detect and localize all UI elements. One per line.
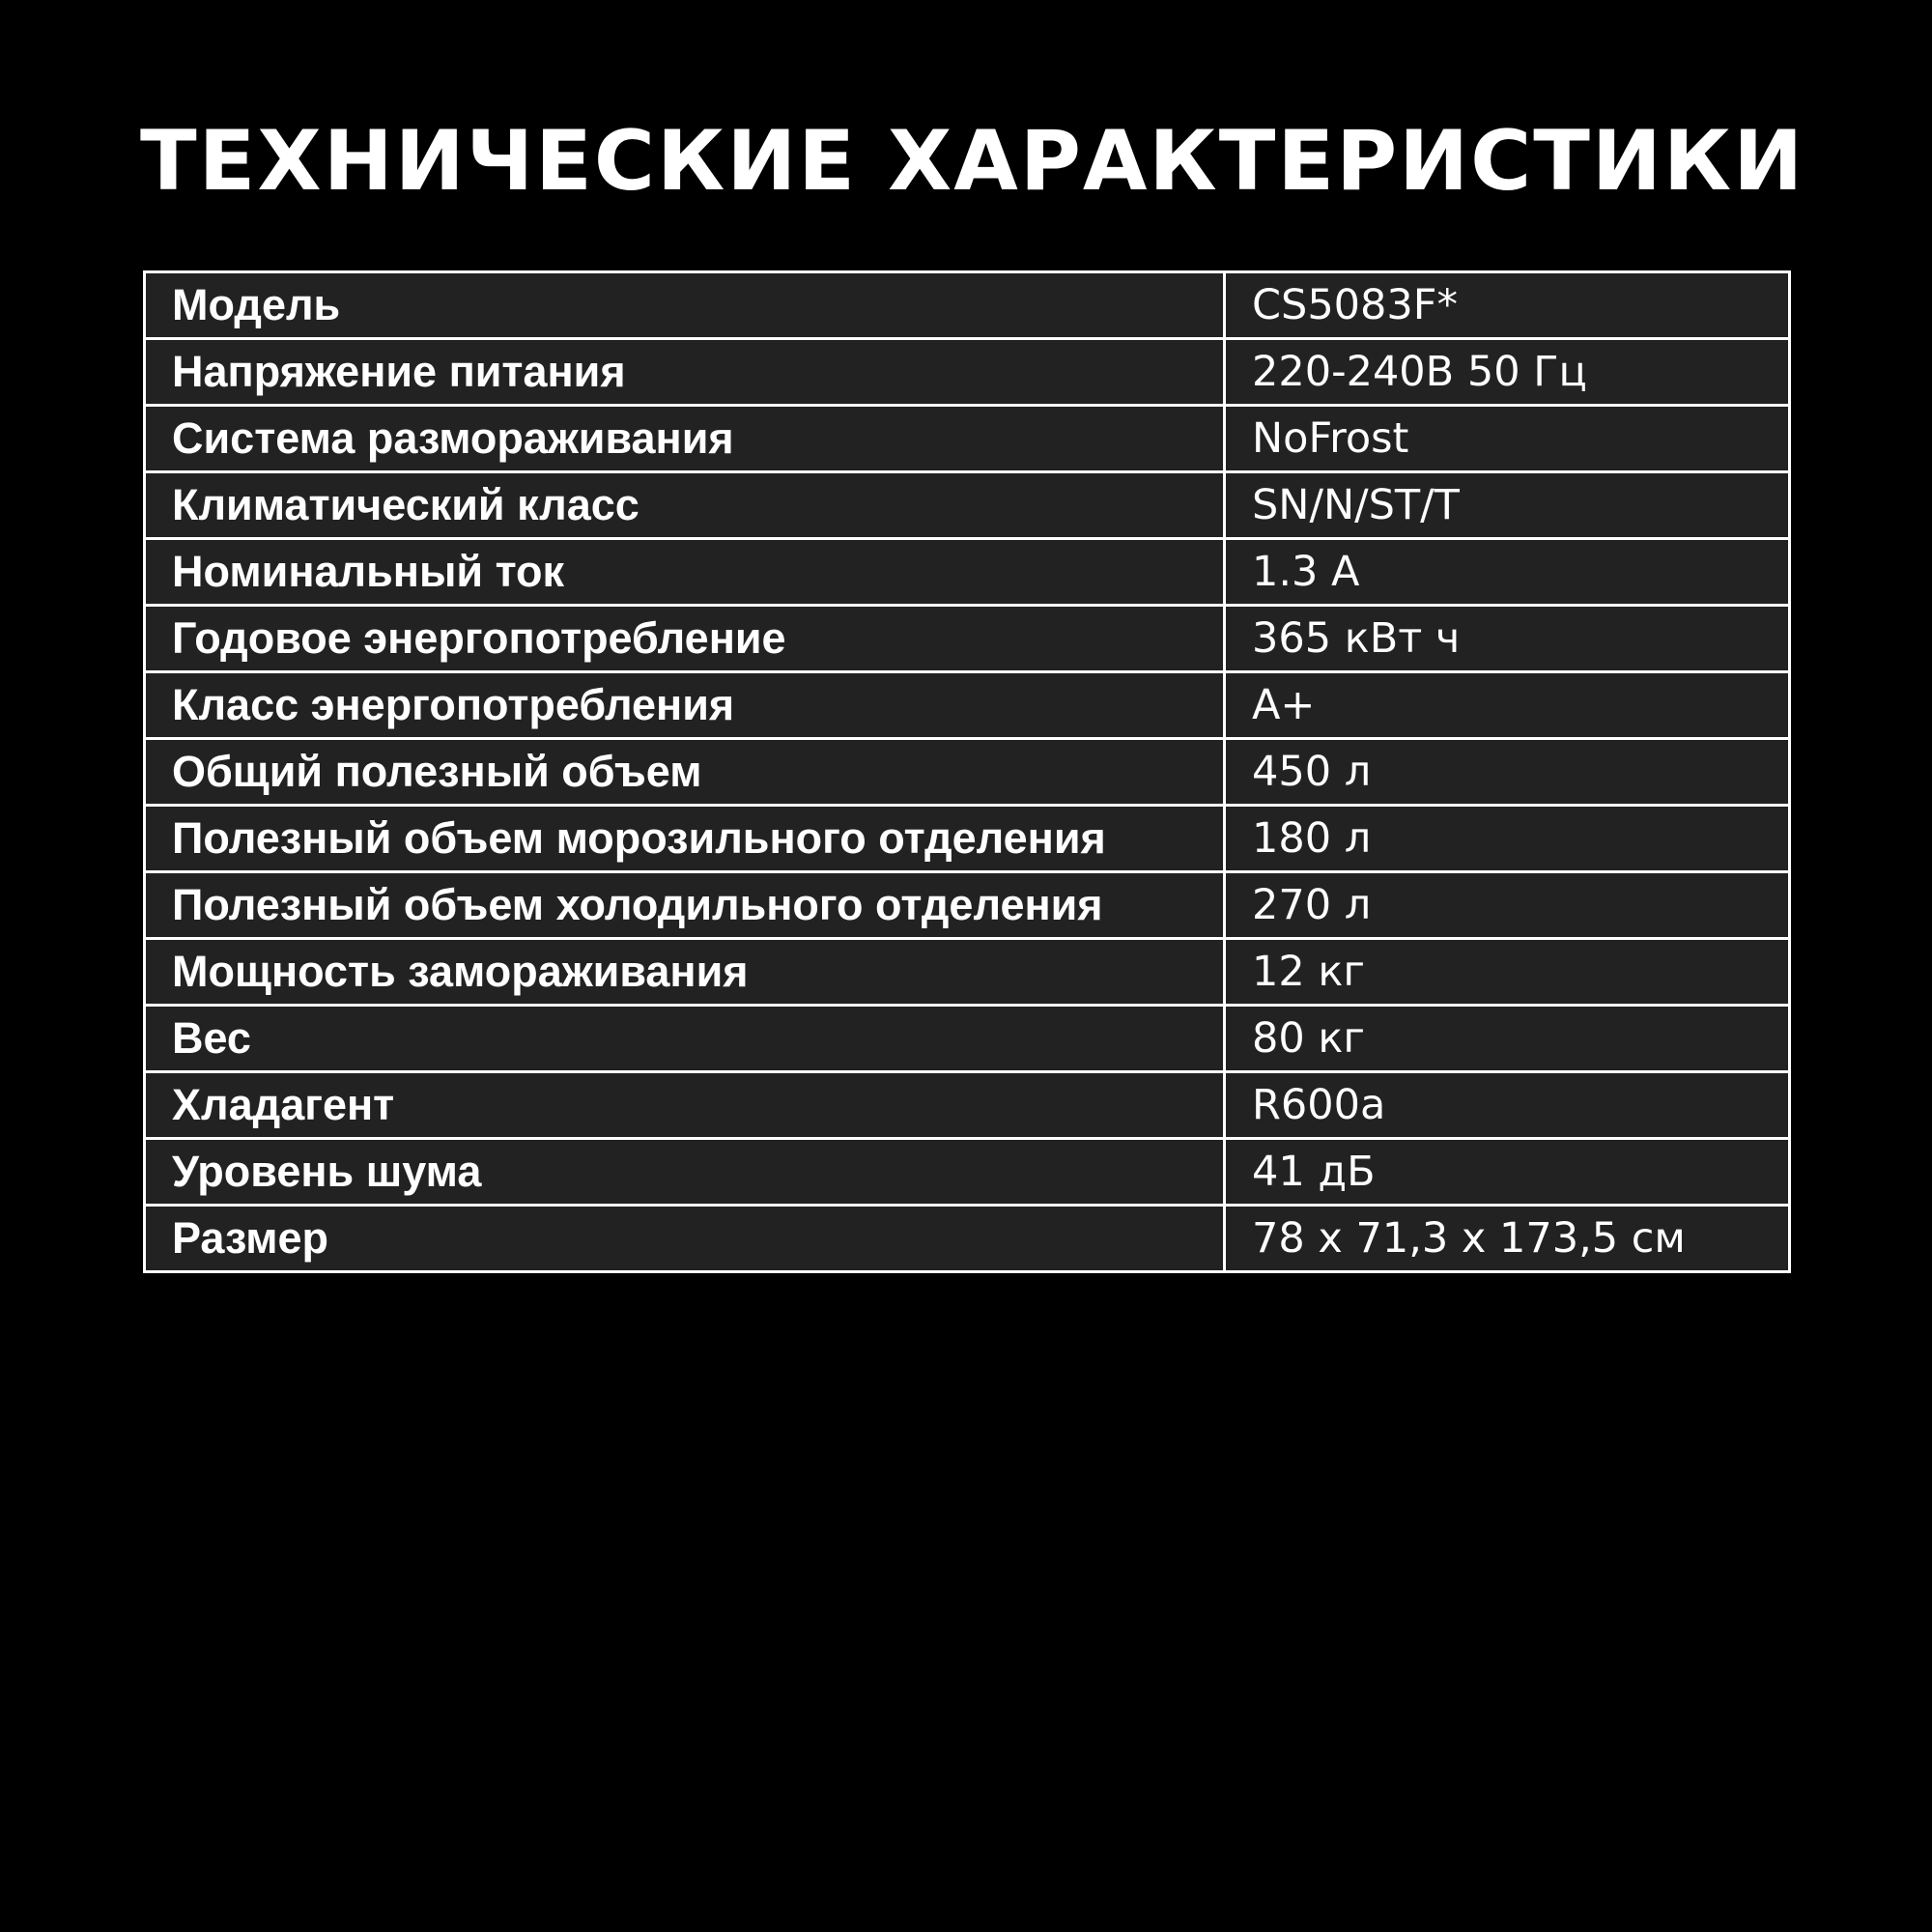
table-row (145, 339, 1790, 406)
spec-label: Хладагент (145, 1072, 1225, 1139)
spec-label: Размер (145, 1206, 1225, 1272)
spec-value: А+ (1225, 672, 1790, 739)
table-row (145, 1206, 1790, 1272)
table-row (145, 739, 1790, 806)
spec-value: 270 л (1225, 872, 1790, 939)
spec-label: Вес (145, 1006, 1225, 1072)
spec-value: 220-240В 50 Гц (1225, 339, 1790, 406)
table-row (145, 406, 1790, 472)
table-row (145, 472, 1790, 539)
spec-value: 41 дБ (1225, 1139, 1790, 1206)
spec-label: Номинальный ток (145, 539, 1225, 606)
table-row (145, 1139, 1790, 1206)
spec-label: Напряжение питания (145, 339, 1225, 406)
table-row (145, 672, 1790, 739)
spec-value: SN/N/ST/T (1225, 472, 1790, 539)
spec-value: 450 л (1225, 739, 1790, 806)
spec-label: Климатический класс (145, 472, 1225, 539)
spec-value: 180 л (1225, 806, 1790, 872)
page-title: ТЕХНИЧЕСКИЕ ХАРАКТЕРИСТИКИ (140, 113, 1805, 210)
spec-label: Годовое энергопотребление (145, 606, 1225, 672)
table-row (145, 272, 1790, 339)
table-row (145, 939, 1790, 1006)
spec-value: 365 кВт ч (1225, 606, 1790, 672)
spec-label: Модель (145, 272, 1225, 339)
spec-value: 78 x 71,3 x 173,5 см (1225, 1206, 1790, 1272)
spec-value: 12 кг (1225, 939, 1790, 1006)
table-row (145, 606, 1790, 672)
table-row (145, 806, 1790, 872)
spec-label: Общий полезный объем (145, 739, 1225, 806)
spec-label: Система размораживания (145, 406, 1225, 472)
table-row (145, 539, 1790, 606)
spec-label: Мощность замораживания (145, 939, 1225, 1006)
spec-value: 80 кг (1225, 1006, 1790, 1072)
spec-label: Уровень шума (145, 1139, 1225, 1206)
spec-label: Полезный объем морозильного отделения (145, 806, 1225, 872)
specs-table (143, 270, 1791, 1273)
table-row (145, 1072, 1790, 1139)
spec-value: 1.3 А (1225, 539, 1790, 606)
table-row (145, 1006, 1790, 1072)
spec-value: R600a (1225, 1072, 1790, 1139)
spec-value: CS5083F* (1225, 272, 1790, 339)
spec-label: Полезный объем холодильного отделения (145, 872, 1225, 939)
spec-value: NoFrost (1225, 406, 1790, 472)
table-row (145, 872, 1790, 939)
spec-label: Класс энергопотребления (145, 672, 1225, 739)
